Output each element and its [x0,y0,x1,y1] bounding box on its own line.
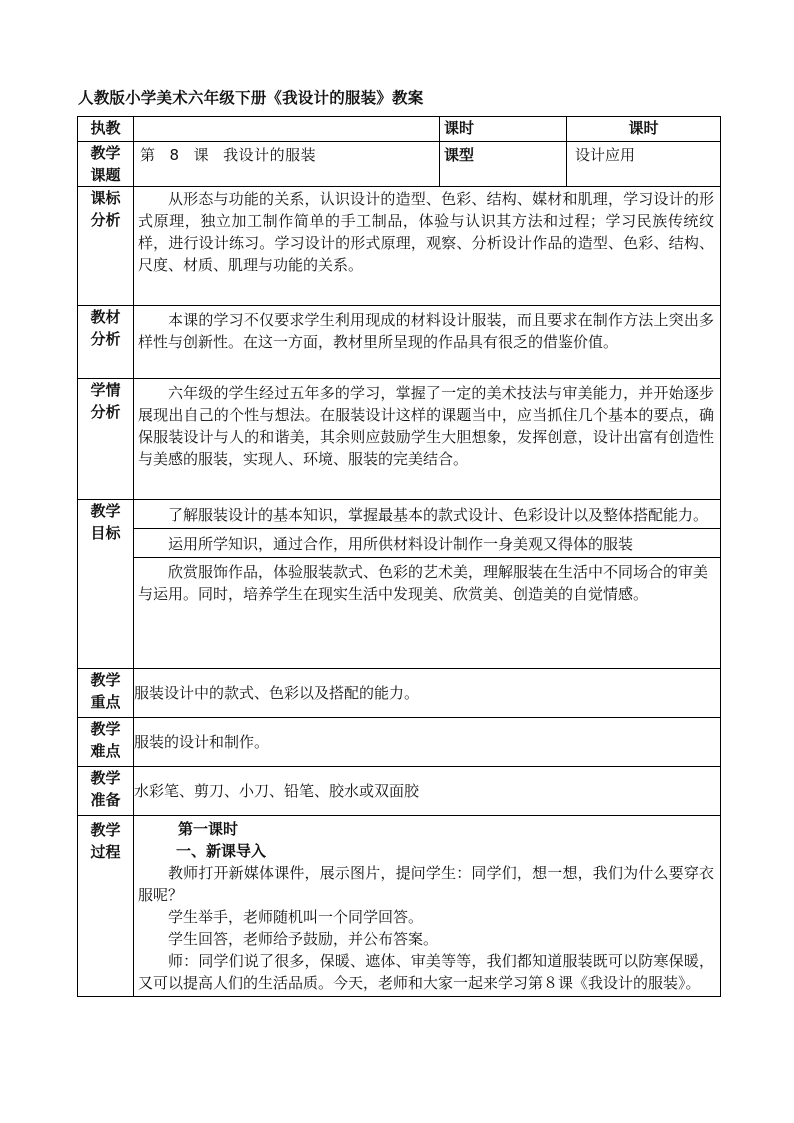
textbook-cell [134,306,721,379]
key-points-row [78,669,721,718]
header-row [78,117,721,142]
teacher-label: 执教 [78,117,134,142]
objectives-list [134,500,720,607]
objectives-label: 教学 目标 [78,500,134,669]
lesson-plan-table [77,116,721,997]
type-label-cell [440,142,567,187]
standard-label: 课标 分析 [78,187,134,306]
lesson-number: 8 [169,146,180,164]
objectives-row [78,500,721,669]
preparation-label: 教学 准备 [78,767,134,816]
objective-item: 欣赏服饰作品，体验服装款式、色彩的艺术美，理解服装在生活中不同场合的审美与运用。同时，培养学生在现实生活中发现美、欣赏美、创造美的自觉情感。 [138,563,709,603]
process-paragraph: 学生回答，老师给予鼓励，并公布答案。 [168,930,439,948]
lesson-name: 我设计的服装 [223,146,317,164]
students-cell [134,379,721,500]
type-label: 课型 [444,146,475,164]
preparation-text: 水彩笔、剪刀、小刀、铅笔、胶水或双面胶 [134,767,721,816]
process-heading-lesson: 第一课时 [178,820,239,838]
topic-value [134,142,440,187]
objectives-cell [134,500,721,669]
process-row [78,816,721,997]
standard-text: 从形态与功能的关系，认识设计的造型、色彩、结构、媒材和肌理，学习设计的形式原理，独立加工制作简单的手工制品，体验与认识其方法和过程；学习民族传统纹样，进行设计练习。学习设计的形式原理，观察、分析设计作品的造型、色彩、结构、尺度、材质、肌理与功能的关系。 [138,190,714,274]
type-value: 设计应用 [575,146,636,164]
textbook-row [78,306,721,379]
key-points-text: 服装设计中的款式、色彩以及搭配的能力。 [134,669,721,718]
preparation-row [78,767,721,816]
page-title: 人教版小学美术六年级下册《我设计的服装》教案 [78,89,424,107]
teacher-value [134,117,440,142]
type-value-cell [567,142,721,187]
key-points-label: 教学 重点 [78,669,134,718]
period-label: 课时 [440,117,567,142]
topic-row [78,142,721,187]
standard-cell [134,187,721,306]
lesson-suffix: 课 [193,146,210,164]
students-text: 六年级的学生经过五年多的学习，掌握了一定的美术技法与审美能力，并开始逐步展现出自己的个性与想法。在服装设计这样的课题当中，应当抓住几个基本的要点，确保服装设计与人的和谐美，其余则应鼓励学生大胆想象，发挥创意，设计出富有创造性与美感的服装，实现人、环境、服装的完美结合。 [138,384,714,468]
process-paragraph: 教师打开新媒体课件，展示图片，提问学生：同学们，想一想，我们为什么要穿衣服呢？ [138,864,714,904]
difficulties-text: 服装的设计和制作。 [134,718,721,767]
process-paragraph: 师：同学们说了很多，保暖、遮体、审美等等，我们都知道服装既可以防寒保暖，又可以提高人们的生活品质。今天，老师和大家一起来学习第８课《我设计的服装》。 [138,952,714,992]
process-cell [134,816,721,997]
process-label: 教学 过程 [78,816,134,997]
objective-item: 了解服装设计的基本知识，掌握最基本的款式设计、色彩设计以及整体搭配能力。 [134,500,720,529]
process-paragraph: 学生举手，老师随机叫一个同学回答。 [168,908,424,926]
difficulties-row [78,718,721,767]
process-heading-intro: 一、新课导入 [176,842,267,860]
students-row [78,379,721,500]
objective-item: 运用所学知识，通过合作，用所供材料设计制作一身美观又得体的服装 [134,529,720,558]
textbook-text: 本课的学习不仅要求学生利用现成的材料设计服装，而且要求在制作方法上突出多样性与创新性。在这一方面，教材里所呈现的作品具有很乏的借鉴价值。 [138,311,714,351]
textbook-label: 教材 分析 [78,306,134,379]
standard-row [78,187,721,306]
students-label: 学情 分析 [78,379,134,500]
difficulties-label: 教学 难点 [78,718,134,767]
period-value: 课时 [567,117,721,142]
topic-label: 教学 课题 [78,142,134,187]
lesson-prefix: 第 [140,146,156,164]
